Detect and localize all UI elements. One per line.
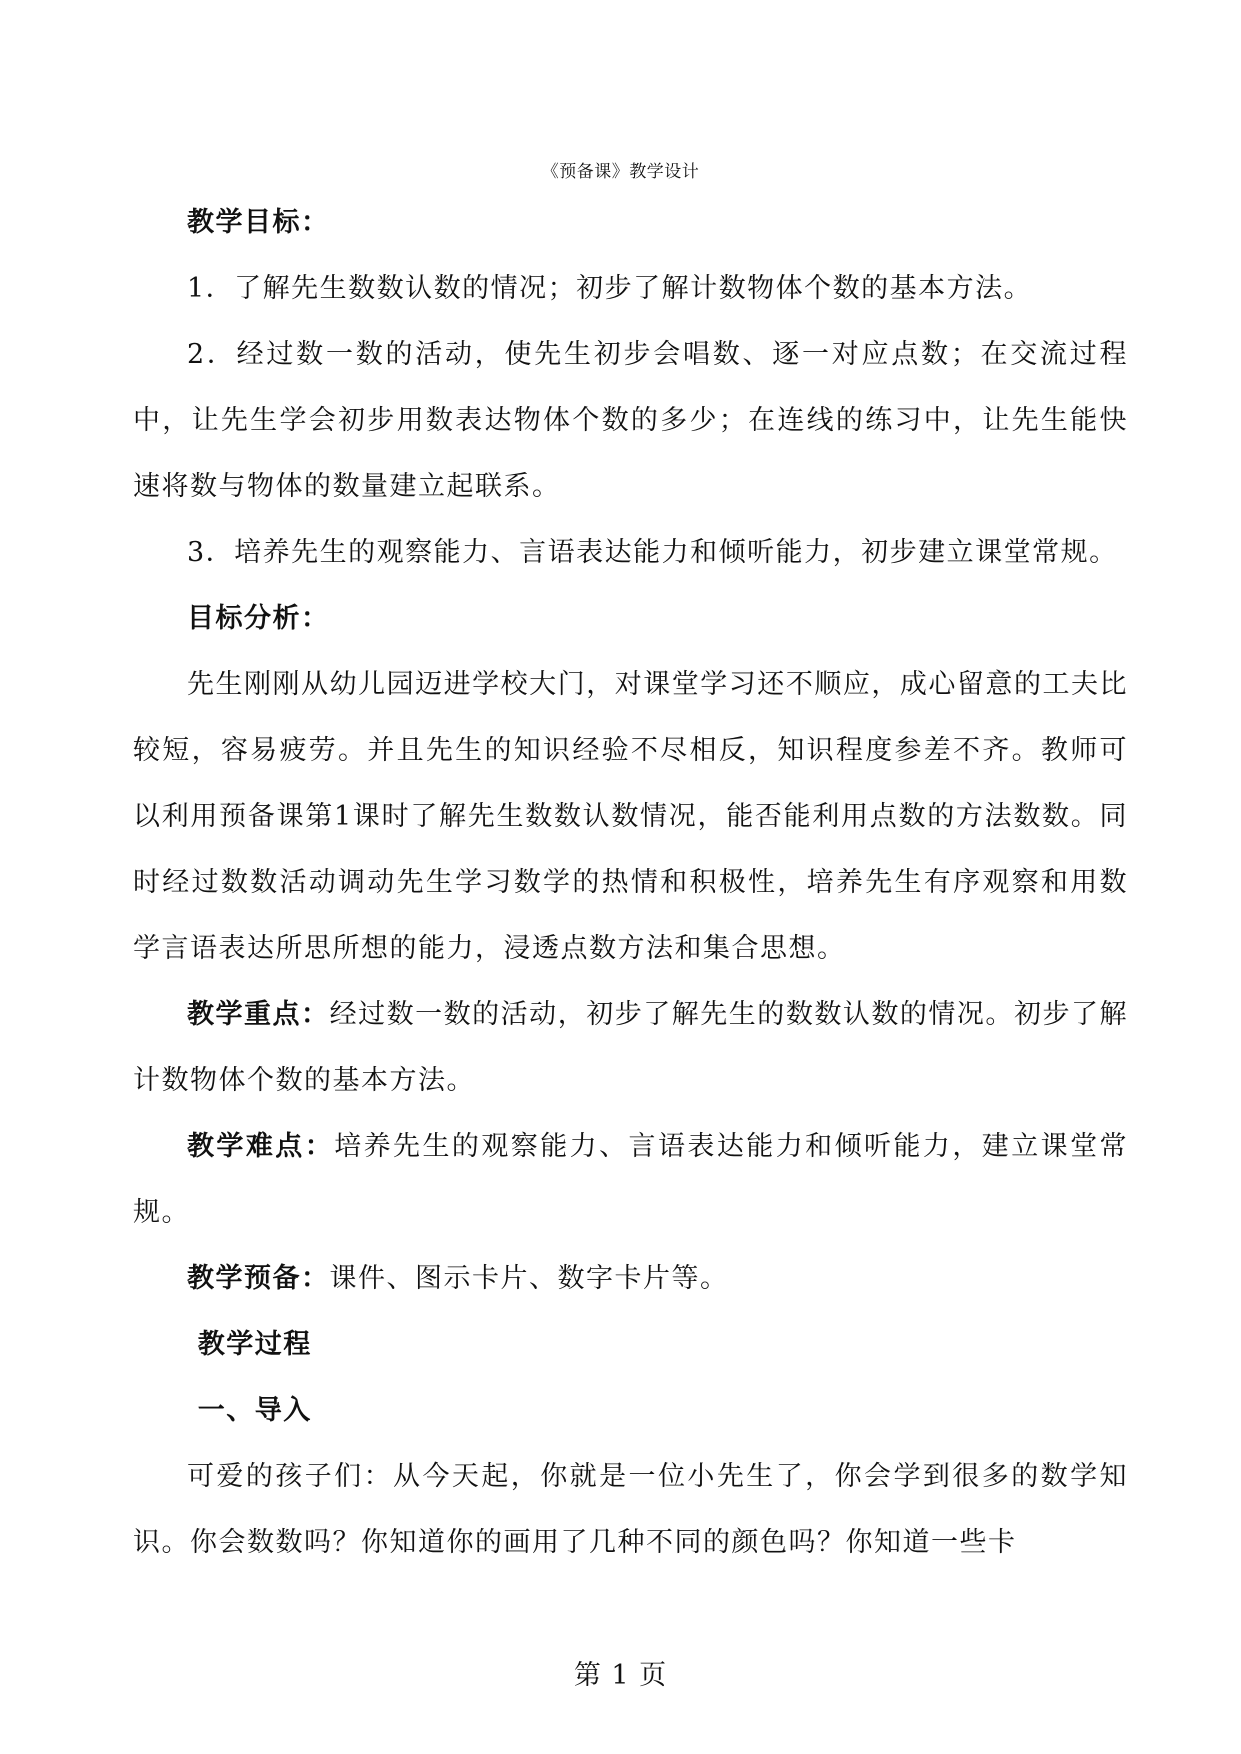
- key-point-label: 教学重点：: [187, 999, 330, 1030]
- objective-item-1: 1．了解先生数数认数的情况；初步了解计数物体个数的基本方法。: [187, 273, 1033, 304]
- intro-paragraph: 可爱的孩子们：从今天起，你就是一位小先生了，你会学到很多的数学知识。你会数数吗？你知道你的画用了几种不同的颜色吗？你知道一些卡: [133, 1461, 1128, 1558]
- analysis-paragraph: 先生刚刚从幼儿园迈进学校大门，对课堂学习还不顺应，成心留意的工夫比较短，容易疲劳。并且先生的知识经验不尽相反，知识程度参差不齐。教师可以利用预备课第1课时了解先生数数认数情况，能否能利用点数的方法数数。同时经过数数活动调动先生学习数学的热情和积极性，培养先生有序观察和用数学言语表达所思所想的能力，浸透点数方法和集合思想。: [133, 669, 1128, 964]
- key-point-text: 经过数一数的活动，初步了解先生的数数认数的情况。初步了解计数物体个数的基本方法。: [133, 999, 1128, 1096]
- analysis-heading: 目标分析：: [187, 603, 330, 634]
- difficulty-label: 教学难点：: [187, 1131, 335, 1162]
- key-point-paragraph: [133, 982, 1128, 1114]
- intro-heading: 一、导入: [197, 1395, 312, 1426]
- process-heading: 教学过程: [197, 1329, 312, 1360]
- objective-item-3: 3．培养先生的观察能力、言语表达能力和倾听能力，初步建立课堂常规。: [187, 537, 1118, 568]
- preparation-label: 教学预备：: [187, 1263, 330, 1294]
- objectives-heading: 教学目标：: [187, 207, 330, 238]
- document-title: 《预备课》教学设计: [541, 162, 700, 182]
- document-body: [133, 190, 1128, 1576]
- preparation-text: 课件、图示卡片、数字卡片等。: [329, 1263, 729, 1294]
- preparation-paragraph: [133, 1246, 1128, 1312]
- difficulty-text: 培养先生的观察能力、言语表达能力和倾听能力，建立课堂常规。: [133, 1131, 1129, 1228]
- page-number: 第 1 页: [573, 1660, 668, 1691]
- difficulty-paragraph: [133, 1114, 1128, 1246]
- objective-item-2: 2．经过数一数的活动，使先生初步会唱数、逐一对应点数；在交流过程中，让先生学会初步用数表达物体个数的多少；在连线的练习中，让先生能快速将数与物体的数量建立起联系。: [133, 339, 1128, 502]
